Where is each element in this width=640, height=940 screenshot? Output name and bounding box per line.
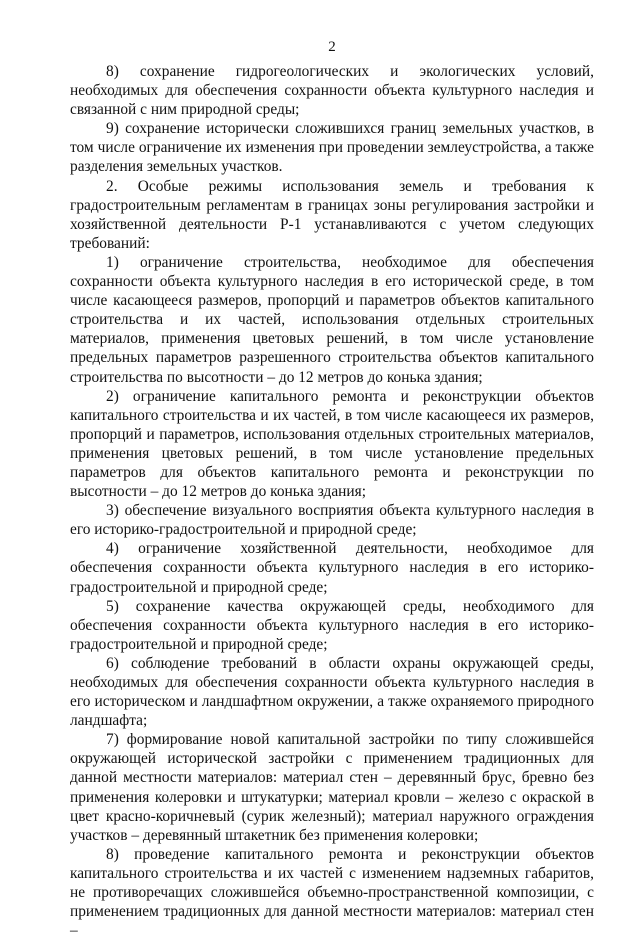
paragraph-item-6-environment-protection: 6) соблюдение требований в области охраны окружающей среды, необходимых для обеспечения сохранности объекта культурного наследия в его историческом и ландшафтном окружении, а также охраняемого природного ландшафта; xyxy=(70,654,594,730)
paragraph-item-5-environment-quality: 5) сохранение качества окружающей среды, необходимого для обеспечения сохранности объекта культурного наследия в его историко-градостроительной и природной среде; xyxy=(70,597,594,653)
page-number: 2 xyxy=(328,39,336,55)
paragraph-item-9-land-borders: 9) сохранение исторически сложившихся границ земельных участков, в том числе ограничение их изменения при проведении землеустройства, а также разделения земельных участков. xyxy=(70,120,594,176)
paragraph-item-8-repair-reconstruction: 8) проведение капитального ремонта и реконструкции объектов капитального строительства и их частей с изменением надземных габаритов, не противоречащих сложившейся объемно-пространственной композиции, с применением традиционных для данной местности материалов: материал стен – xyxy=(70,845,594,940)
paragraph-item-7-new-construction: 7) формирование новой капитальной застройки по типу сложившейся окружающей исторической застройки с применением традиционных для данной местности материалов: материал стен – деревянный брус, бревно без применения колеровки и штукатурки; материал кровли – железо с окраской в цвет красно-коричневый (сурик железный); материал наружного ограждения участков – деревянный штакетник без применения колеровки; xyxy=(70,731,594,844)
paragraph-item-8-hydrogeology: 8) сохранение гидрогеологических и экологических условий, необходимых для обеспечения сохранности объекта культурного наследия и связанной с ним природной среды; xyxy=(70,63,594,119)
paragraph-section-2-intro: 2. Особые режимы использования земель и требования к градостроительным регламентам в границах зоны регулирования застройки и хозяйственной деятельности Р-1 устанавливаются с учетом следующих требований: xyxy=(70,177,594,252)
paragraph-item-1-construction-limits: 1) ограничение строительства, необходимое для обеспечения сохранности объекта культурного наследия в его исторической среде, в том числе касающееся размеров, пропорций и параметров объектов капитального строительства и их частей, использования отдельных строительных материалов, применения цветовых решений, в том числе установление предельных параметров разрешенного строительства объектов капитального строительства по высотности – до 12 метров до конька здания; xyxy=(70,253,594,386)
paragraph-item-3-visual-perception: 3) обеспечение визуального восприятия объекта культурного наследия в его историко-градостроительной и природной среде; xyxy=(70,502,594,539)
paragraph-item-4-economic-activity: 4) ограничение хозяйственной деятельности, необходимое для обеспечения сохранности объекта культурного наследия в его историко-градостроительной и природной среде; xyxy=(70,540,594,596)
paragraph-item-2-repair-limits: 2) ограничение капитального ремонта и реконструкции объектов капитального строительства и их частей, в том числе касающееся их размеров, пропорций и параметров, использования отдельных строительных материалов, применения цветовых решений, в том числе установление предельных параметров для объектов капитального ремонта и реконструкции по высотности – до 12 метров до конька здания; xyxy=(70,387,594,501)
